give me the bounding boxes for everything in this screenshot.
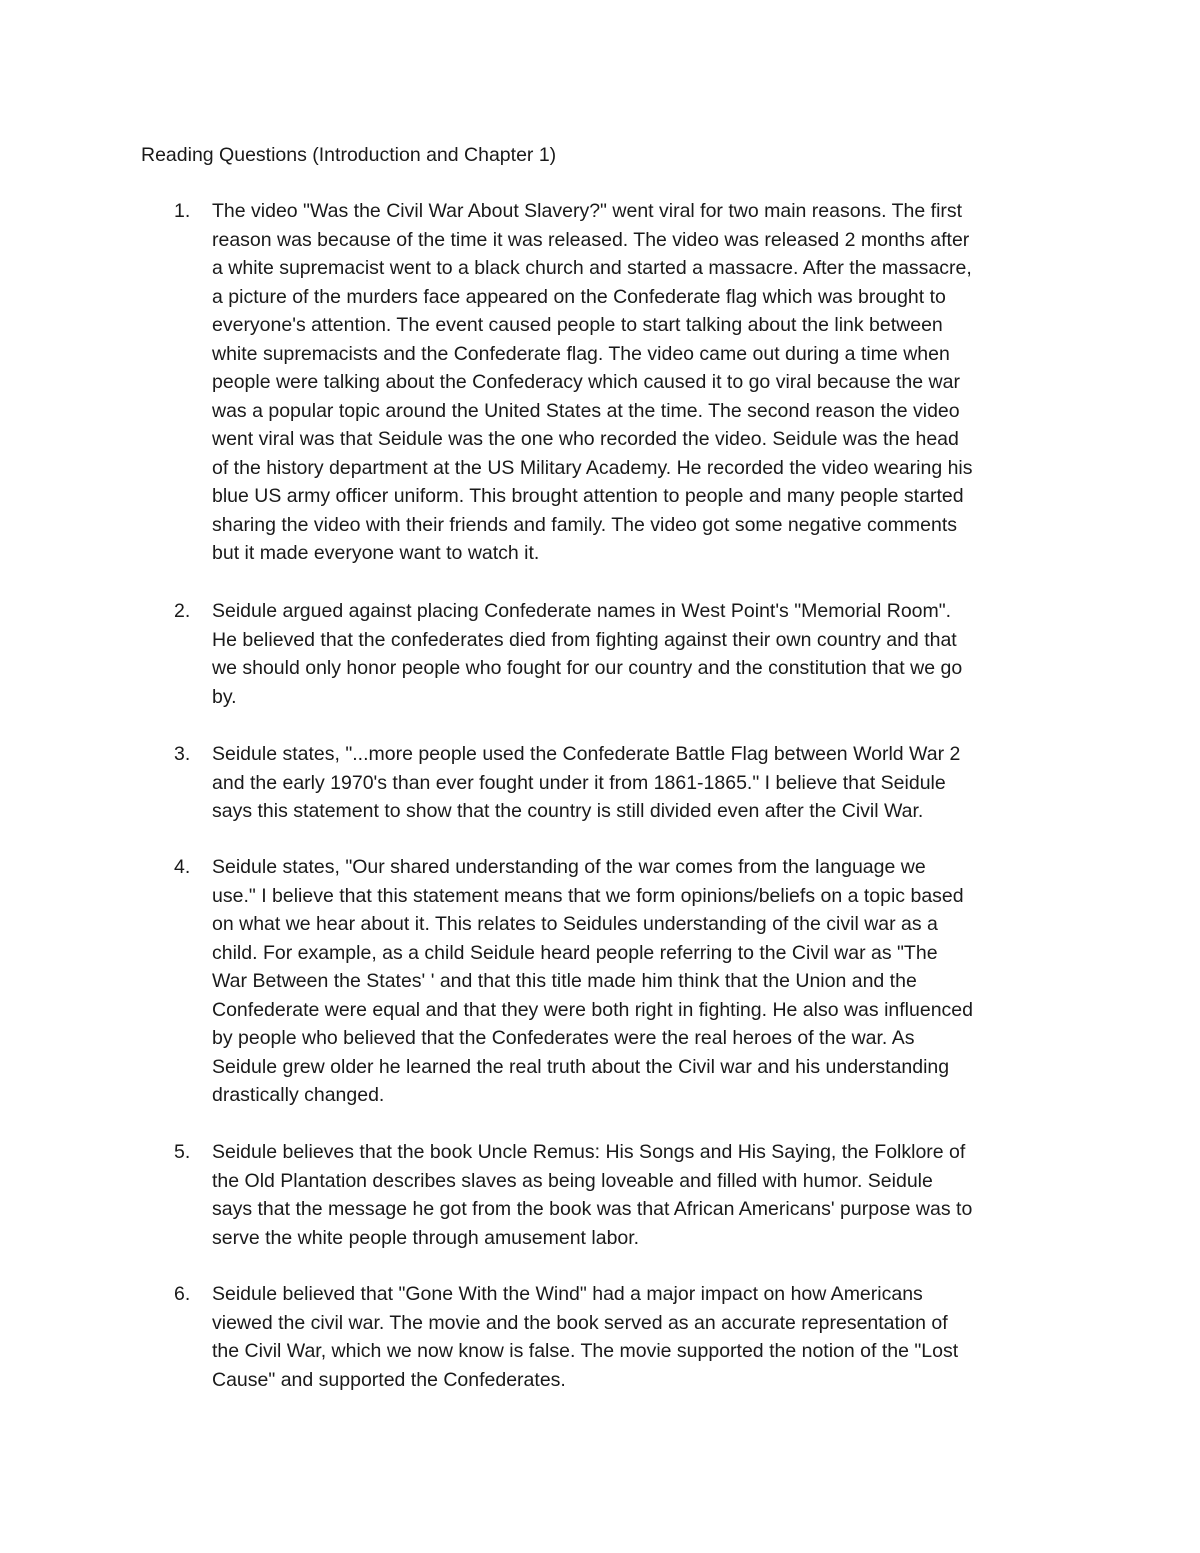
answer-line: Cause" and supported the Confederates. [212,1368,566,1391]
answer-line: Seidule grew older he learned the real truth about the Civil war and his understanding [212,1055,950,1078]
answer-line: sharing the video with their friends and family. The video got some negative comments [212,513,957,536]
answer-line: people were talking about the Confederacy which caused it to go viral because the war [212,371,960,393]
question-number: 2. [174,600,191,622]
answer-line: Seidule believed that "Gone With the Wind" had a major impact on how Americans [212,1283,923,1305]
answer-line: He believed that the confederates died from fighting against their own country and that [212,628,957,651]
answer-line: serve the white people through amusement labor. [212,1226,640,1249]
answer-line: a white supremacist went to a black church and started a massacre. After the massacre, [212,257,972,279]
answer-line: viewed the civil war. The movie and the book served as an accurate representation of [212,1311,948,1334]
question-answer [212,1138,1062,1252]
answer-line: says this statement to show that the country is still divided even after the Civil War. [212,800,924,822]
question-answer [212,597,1062,711]
answer-line: War Between the States' ' and that this title made him think that the Union and the [212,970,917,992]
question-number: 5. [174,1141,191,1163]
answer-line: by. [212,685,237,708]
question-answer [212,197,1062,568]
answer-line: went viral was that Seidule was the one who recorded the video. Seidule was the head [212,428,959,450]
answer-line: drastically changed. [212,1084,385,1106]
answer-line: the Civil War, which we now know is false. The movie supported the notion of the "Lost [212,1340,959,1362]
answer-line: everyone's attention. The event caused people to start talking about the link between [212,314,943,336]
answer-line: blue US army officer uniform. This brought attention to people and many people started [212,485,964,507]
question-answer [212,1280,1062,1394]
answer-line: Seidule believes that the book Uncle Remus: His Songs and His Saying, the Folklore of [212,1141,966,1163]
answer-line: by people who believed that the Confederates were the real heroes of the war. As [212,1027,915,1049]
answer-line: Seidule states, "Our shared understanding of the war comes from the language we [212,856,926,878]
answer-line: white supremacists and the Confederate flag. The video came out during a time when [212,342,950,365]
answer-line: on what we hear about it. This relates to Seidules understanding of the civil war as a [212,913,938,935]
answer-line: was a popular topic around the United States at the time. The second reason the video [212,399,960,422]
answer-line: but it made everyone want to watch it. [212,542,540,564]
question-number: 1. [174,200,191,222]
question-answer [212,853,1062,1110]
document-title: Reading Questions (Introduction and Chapter 1) [141,144,557,166]
answer-line: child. For example, as a child Seidule heard people referring to the Civil war as "The [212,941,938,964]
answer-line: reason was because of the time it was released. The video was released 2 months after [212,228,970,251]
answer-line: a picture of the murders face appeared on the Confederate flag which was brought to [212,285,946,308]
answer-line: we should only honor people who fought for our country and the constitution that we go [212,657,963,679]
answer-line: and the early 1970's than ever fought under it from 1861-1865." I believe that Seidule [212,771,946,794]
answer-line: use." I believe that this statement means that we form opinions/beliefs on a topic based [212,884,964,907]
answer-line: Confederate were equal and that they were both right in fighting. He also was influenced [212,998,973,1021]
answer-line: Seidule states, "...more people used the Confederate Battle Flag between World War 2 [212,743,961,765]
question-answer [212,740,1062,826]
question-number: 3. [174,743,191,765]
question-number: 4. [174,856,191,878]
answer-line: says that the message he got from the book was that African Americans' purpose was to [212,1198,973,1220]
answer-line: Seidule argued against placing Confederate names in West Point's "Memorial Room". [212,600,952,622]
answer-line: The video "Was the Civil War About Slavery?" went viral for two main reasons. The first [212,200,963,222]
answer-line: the Old Plantation describes slaves as being loveable and filled with humor. Seidule [212,1169,933,1192]
answer-line: of the history department at the US Military Academy. He recorded the video wearing his [212,456,973,479]
question-number: 6. [174,1283,191,1305]
